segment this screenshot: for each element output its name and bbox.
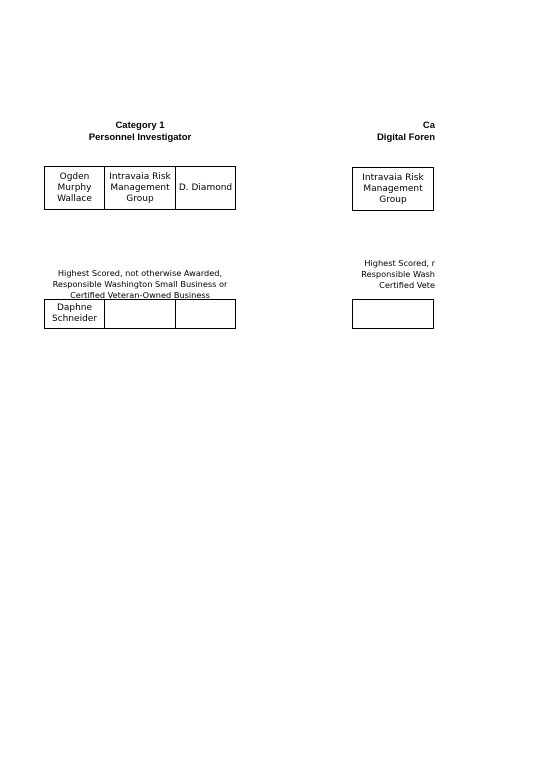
small-business-cell: [176, 300, 235, 328]
awardee-cell: D. Diamond: [178, 182, 233, 193]
awardee-cell: Intravaia Risk Management Group: [105, 167, 176, 209]
note-line: Responsible Washington Small Business or: [52, 279, 228, 289]
category-2-awardee-table: [352, 167, 434, 211]
category-2-small-business-note: [350, 258, 435, 291]
category-2-clip: [340, 110, 435, 340]
category-2-title: Digital Foren: [376, 132, 435, 143]
note-line: Highest Scored, not otherwise Awarded,: [57, 268, 223, 278]
category-1-label: Category 1: [115, 120, 165, 131]
note-line: Certified Veteran-Owned Business: [70, 290, 210, 300]
small-business-cell: Daphne Schneider: [45, 300, 105, 328]
category-1-title: Personnel Investigator: [88, 132, 192, 143]
small-business-cell: [353, 300, 433, 328]
note-line: Highest Scored, r: [364, 258, 435, 268]
awardee-cell: Intravaia Risk Management Group: [362, 172, 424, 205]
small-business-cell: [105, 300, 176, 328]
category-2-label: Ca: [422, 120, 435, 131]
category-1-awardee-table: [44, 166, 236, 210]
category-1-small-business-note: [40, 268, 240, 301]
note-line: Certified Vete: [379, 280, 435, 290]
category-2-small-business-table: [352, 299, 434, 329]
note-line: Responsible Wash: [361, 269, 435, 279]
category-2-heading: [360, 120, 435, 144]
awardee-cell: Ogden Murphy Wallace: [45, 167, 105, 209]
category-1-heading: [70, 120, 210, 144]
category-1-small-business-table: [44, 299, 236, 329]
